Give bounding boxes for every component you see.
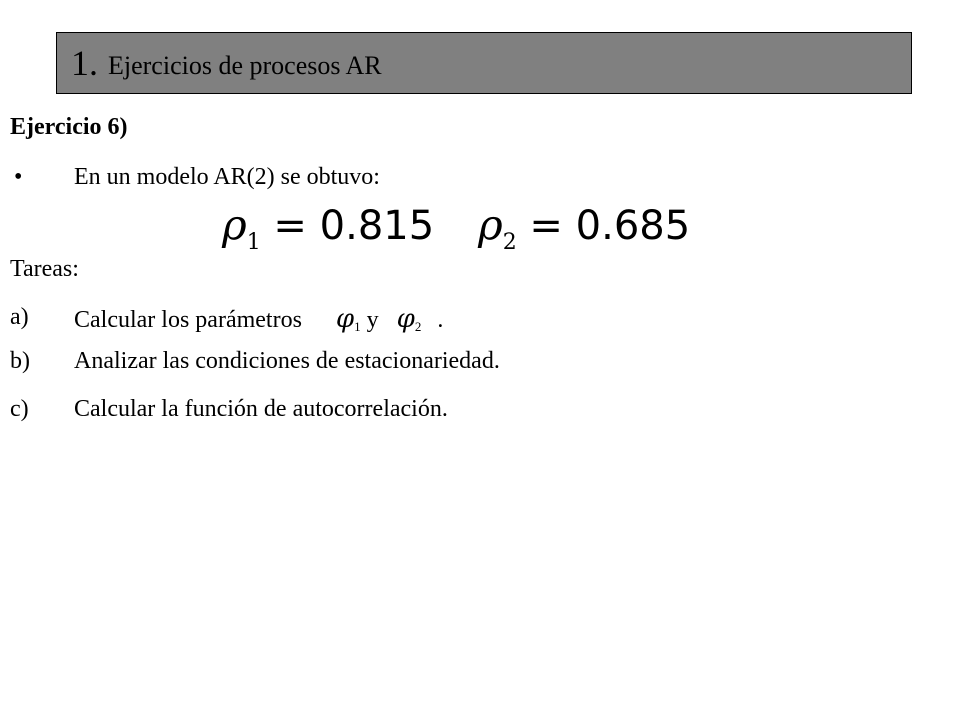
rho2-value: = 0.685 [529, 203, 691, 249]
bullet-symbol: • [14, 164, 23, 190]
task-a [74, 304, 443, 335]
task-a-text: Calcular los parámetros [74, 307, 302, 333]
rho2-subscript: 2 [502, 230, 517, 255]
task-c-marker: c) [10, 396, 29, 422]
rho2-symbol: ρ [478, 200, 503, 249]
task-a-period: . [437, 307, 444, 333]
rho1-value: = 0.815 [273, 203, 435, 249]
phi1-symbol: φ [335, 304, 355, 334]
slide-title-bar [56, 32, 912, 94]
rho1-subscript: 1 [246, 230, 261, 255]
phi1-subscript: 1 [354, 319, 361, 334]
rho1-symbol: ρ [222, 200, 247, 249]
exercise-intro: En un modelo AR(2) se obtuvo: [74, 164, 380, 190]
exercise-heading: Ejercicio 6) [10, 114, 128, 140]
formula-rho1 [222, 200, 435, 255]
title-number: 1. [71, 43, 98, 83]
task-a-marker: a) [10, 304, 29, 330]
formula-rho2 [478, 200, 691, 255]
tasks-heading: Tareas: [10, 256, 79, 282]
task-b-marker: b) [10, 348, 30, 374]
task-a-connector: y [366, 307, 379, 333]
task-b-text: Analizar las condiciones de estacionariedad. [74, 348, 500, 374]
slide-title: Ejercicios de procesos AR [108, 51, 382, 80]
phi2-symbol: φ [396, 304, 415, 334]
task-c-text: Calcular la función de autocorrelación. [74, 396, 448, 422]
phi2-subscript: 2 [414, 319, 422, 334]
